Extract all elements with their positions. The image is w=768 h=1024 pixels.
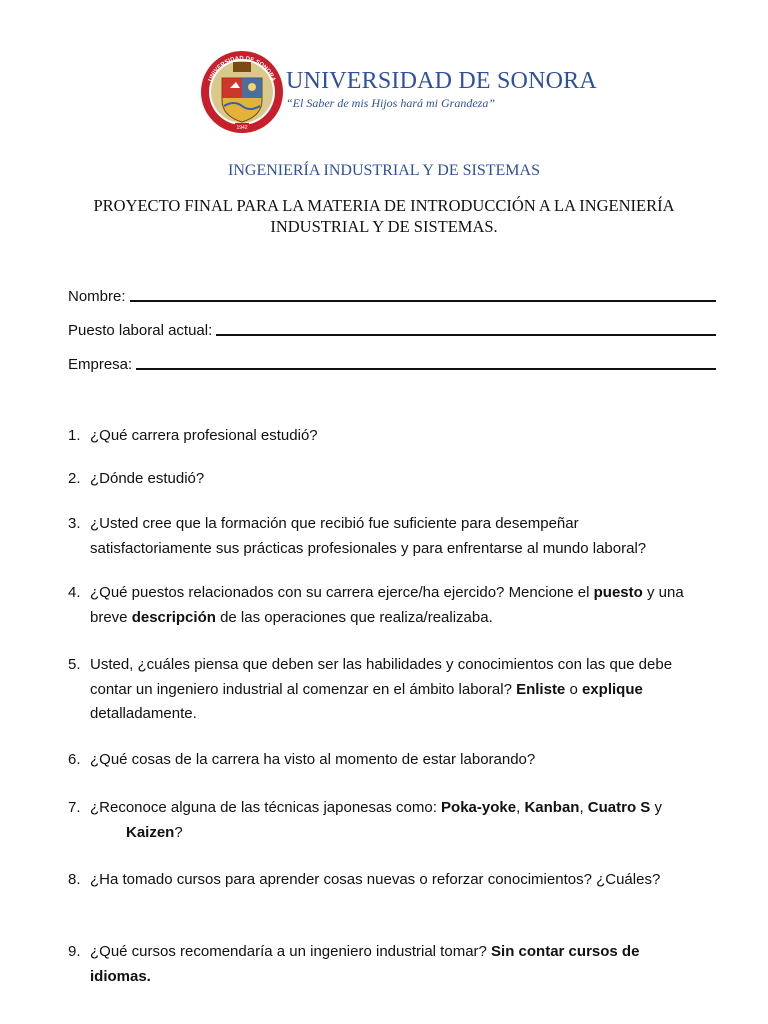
- puesto-field[interactable]: [68, 315, 716, 339]
- department-heading: INGENIERÍA INDUSTRIAL Y DE SISTEMAS: [228, 162, 540, 179]
- q5-bold-enliste: Enliste: [516, 680, 566, 698]
- puesto-label: Puesto laboral actual:: [68, 322, 213, 339]
- question-text-line-2: satisfactoriamente sus prácticas profesionales y para enfrentarse al mundo laboral?: [90, 539, 647, 557]
- q5-bold-explique: explique: [581, 680, 643, 698]
- question-number: 6.: [68, 751, 81, 768]
- q4-text-f: de las operaciones que realiza/realizaba.: [215, 608, 493, 626]
- university-name: UNIVERSIDAD DE SONORA: [286, 68, 597, 94]
- q7-bold-kaizen: Kaizen: [126, 823, 175, 841]
- question-number: 3.: [68, 515, 81, 532]
- question-3: [68, 512, 728, 561]
- document-title: [60, 195, 708, 237]
- q4-bold-puesto: puesto: [593, 584, 643, 601]
- empresa-field[interactable]: [68, 349, 716, 373]
- question-number: 4.: [68, 584, 81, 601]
- q7-text-a: ¿Reconoce alguna de las técnicas japonesas como:: [90, 799, 442, 816]
- question-text: ¿Qué carrera profesional estudió?: [90, 427, 318, 444]
- question-4: [68, 581, 728, 630]
- q7-bold-pokayoke: Poka-yoke: [441, 799, 517, 816]
- question-7: [68, 796, 728, 845]
- nombre-label: Nombre:: [68, 288, 126, 305]
- q5-line-3: detalladamente.: [90, 705, 197, 722]
- q7-bold-kanban: Kanban: [524, 799, 580, 816]
- seal-ring-text: UNIVERSIDAD DE SONORA: [207, 55, 277, 83]
- question-text-line-1: ¿Usted cree que la formación que recibió fue suficiente para desempeñar: [90, 515, 579, 532]
- q4-text-c: y una: [642, 584, 684, 601]
- question-text: ¿Dónde estudió?: [90, 470, 205, 487]
- question-5: [68, 653, 728, 727]
- question-1: [68, 424, 728, 449]
- question-8: [68, 868, 728, 893]
- nombre-field[interactable]: [68, 281, 716, 305]
- q7-text-c: ,: [516, 799, 525, 816]
- question-number: 2.: [68, 470, 81, 487]
- question-number: 9.: [68, 943, 81, 960]
- nombre-line[interactable]: [130, 300, 716, 302]
- q7-text-e: ,: [579, 799, 588, 816]
- q4-bold-descripcion: descripción: [131, 608, 216, 626]
- university-motto: “El Saber de mis Hijos hará mi Grandeza”: [286, 96, 496, 110]
- question-2: [68, 467, 728, 492]
- university-seal-icon: [200, 50, 284, 134]
- q5-text-c: o: [565, 680, 582, 698]
- q7-bold-cuatros: Cuatro S: [587, 799, 651, 816]
- title-line-2: INDUSTRIAL Y DE SISTEMAS.: [270, 217, 498, 236]
- q5-text-a: contar un ingeniero industrial al comenzar en el ámbito laboral?: [90, 680, 517, 698]
- question-6: [68, 748, 728, 773]
- q5-line-1: Usted, ¿cuáles piensa que deben ser las habilidades y conocimientos con las que debe: [90, 656, 673, 673]
- question-text: ¿Ha tomado cursos para aprender cosas nuevas o reforzar conocimientos? ¿Cuáles?: [90, 871, 661, 888]
- question-number: 1.: [68, 427, 81, 444]
- puesto-line[interactable]: [216, 334, 716, 336]
- empresa-line[interactable]: [136, 368, 716, 370]
- title-line-1: PROYECTO FINAL PARA LA MATERIA DE INTRODUCCIÓN A LA INGENIERÍA: [93, 196, 675, 215]
- q7-text-i: ?: [174, 823, 183, 841]
- q4-text-a: ¿Qué puestos relacionados con su carrera ejerce/ha ejercido? Mencione el: [90, 584, 594, 601]
- seal-year: 1942: [236, 125, 248, 131]
- question-number: 5.: [68, 656, 81, 673]
- q9-text-a: ¿Qué cursos recomendaría a un ingeniero industrial tomar?: [90, 943, 492, 960]
- question-number: 8.: [68, 871, 81, 888]
- question-9: [68, 940, 728, 989]
- q9-bold-1: Sin contar cursos de: [491, 943, 640, 960]
- q7-text-g: y: [650, 799, 662, 816]
- q4-text-d: breve: [90, 608, 132, 626]
- question-number: 7.: [68, 799, 81, 816]
- question-text: ¿Qué cosas de la carrera ha visto al momento de estar laborando?: [90, 751, 536, 768]
- q9-bold-2: idiomas.: [90, 967, 151, 985]
- empresa-label: Empresa:: [68, 356, 133, 373]
